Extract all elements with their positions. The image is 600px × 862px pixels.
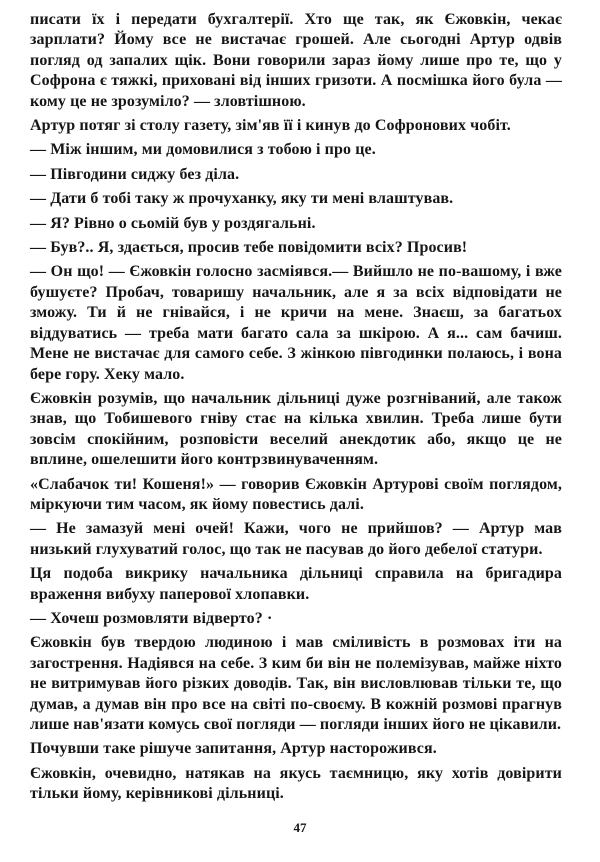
paragraph: Єжовкін розумів, що начальник дільниці дуже розгніваний, але також знав, що Тобишевого гніву стає на кілька хвилин. Треба лише бути зовсім спокійним, розповісти веселий анекдотик або, якщо це не вплине, ошелешити його контрзвинуваченням. <box>30 389 562 469</box>
paragraph: Почувши таке рішуче запитання, Артур насторожився. <box>30 740 437 758</box>
paragraph: Артур потяг зі столу газету, зім'яв її і кинув до Софронових чобіт. <box>30 117 511 135</box>
paragraph: «Слабачок ти! Кошеня!» — говорив Єжовкін Артурові своїм поглядом, міркуючи тим часом, як йому повестись далі. <box>30 475 562 513</box>
paragraph: — Не замазуй мені очей! Кажи, чого не прийшов? — Артур мав низький глухуватий голос, що так не пасував до його дебелої статури. <box>30 520 562 558</box>
paragraph: — Он що! — Єжовкін голосно засміявся.— Вийшло не по-вашому, і вже бушуєте? Пробач, товаришу начальник, але я за всіх відповідати не зможу. Ти й не гнівайся, і не кричи на мене. Знаєш, за багатьох віддуватись — треба мати багато сала за шкірою. А я... сам бачиш. Мене не вистачає для самого себе. З жінкою півгодинки полаюсь, і вона бере гору. Хеку мало. <box>30 263 562 383</box>
paragraph: — Був?.. Я, здається, просив тебе повідомити всіх? Просив! <box>30 239 468 257</box>
paragraph: Єжовкін, очевидно, натякав на якусь таємницю, яку хотів довірити тільки йому, керівникові дільниці. <box>30 764 562 803</box>
paragraph: — Між іншим, ми домовилися з тобою і про це. <box>30 141 376 159</box>
page-number: 47 <box>293 820 307 835</box>
paragraph: — Хочеш розмовляти відверто? · <box>30 609 273 627</box>
paragraph: — Я? Рівно о сьомій був у роздягальні. <box>30 214 316 232</box>
paragraph: — Дати б тобі таку ж прочуханку, яку ти мені влаштував. <box>30 190 454 208</box>
paragraph: Єжовкін був твердою людиною і мав сміливість в розмовах іти на загострення. Надіявся на себе. З ким би він не полемізував, майже ніхто не витримував його різких доводів. Так, він висловлював тільки те, що думав, а думав він про все на світі по-своєму. В кожній розмові прагнув лише нав'язати комусь свої погляди — погляди інших його не цікавили. <box>30 634 562 733</box>
paragraph: Ця подоба викрику начальника дільниці справила на бригадира враження вибуху паперової хлопавки. <box>30 565 562 603</box>
paragraph: писати їх і передати бухгалтерії. Хто ще так, як Єжовкін, чекає зарплати? Йому все не вистачає грошей. Але сьогодні Артур одвів погляд од запалих щік. Вони говорили зараз йому лише про те, що у Софрона є тяжкі, приховані від інших гризоти. А посмішка його була — кому це не зрозуміло? — зловтішною. <box>30 11 562 110</box>
paragraph: — Півгодини сиджу без діла. <box>30 165 240 183</box>
page-text <box>30 10 562 809</box>
